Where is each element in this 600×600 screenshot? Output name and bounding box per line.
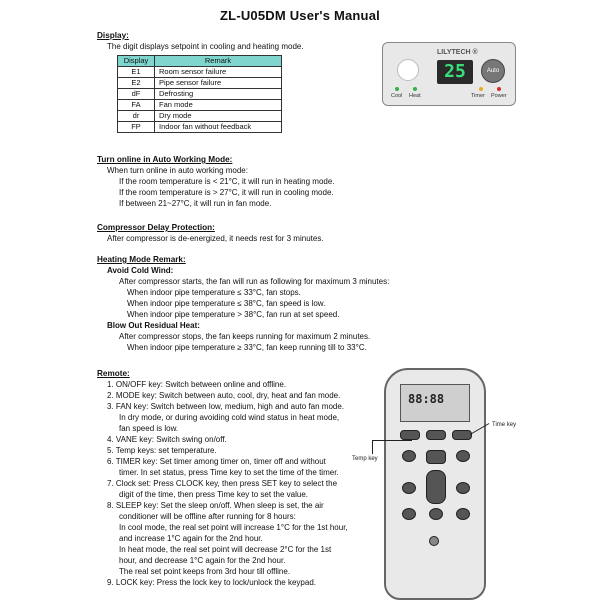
table-cell: dr [118, 111, 155, 122]
temp-down-key-icon [456, 508, 470, 520]
vane-key-icon [402, 450, 416, 462]
temp-key-callout: Temp key [352, 456, 378, 462]
remote-item: fan speed is low. [119, 424, 179, 433]
table-cell: Dry mode [155, 111, 282, 122]
auto-mode-heading: Turn online in Auto Working Mode: [97, 155, 233, 164]
clock-key-icon [402, 482, 416, 494]
timer-key-icon [456, 450, 470, 462]
compressor-line: After compressor is de-energized, it needs rest for 3 minutes. [107, 234, 324, 243]
heating-heading: Heating Mode Remark: [97, 255, 186, 264]
controller-display-panel [382, 42, 516, 106]
auto-mode-line: If the room temperature is < 21°C, it will run in heating mode. [119, 177, 335, 186]
remote-item: 6. TIMER key: Set timer among timer on, timer off and without [107, 457, 326, 466]
heat-indicator-icon [413, 87, 417, 91]
table-cell: Pipe sensor failure [155, 78, 282, 89]
display-intro: The digit displays setpoint in cooling and heating mode. [107, 42, 304, 51]
sensor-window-icon [397, 59, 419, 81]
table-cell: FA [118, 100, 155, 111]
remote-item: In dry mode, or during avoiding cold wind status in heat mode, [119, 413, 340, 422]
remote-item: In cool mode, the real set point will increase 1°C for the 1st hour, [119, 523, 348, 532]
timer-indicator-icon [479, 87, 483, 91]
remote-item: 3. FAN key: Switch between low, medium, high and auto fan mode. [107, 402, 345, 411]
power-label: Power [491, 93, 507, 99]
fan-key-icon [452, 430, 472, 440]
temp-callout-line [372, 440, 373, 454]
auto-mode-line: If between 21~27°C, it will run in fan mode. [119, 199, 272, 208]
remote-item: timer. In set status, press Time key to set the time of the timer. [119, 468, 339, 477]
compressor-heading: Compressor Delay Protection: [97, 223, 215, 232]
time-key-icon [426, 470, 446, 504]
remote-item: conditioner will be offline after running for 8 hours: [119, 512, 296, 521]
table-row [118, 67, 282, 78]
table-row [118, 100, 282, 111]
compressor-section [97, 222, 324, 244]
remote-item: 5. Temp keys: set temperature. [107, 446, 217, 455]
error-code-table [117, 55, 282, 133]
heat-label: Heat [409, 93, 421, 99]
sleep-key-icon [402, 508, 416, 520]
table-cell: E2 [118, 78, 155, 89]
remote-item: 1. ON/OFF key: Switch between online and offline. [107, 380, 287, 389]
temp-up-key-icon [426, 450, 446, 464]
heating-section [97, 254, 389, 353]
brand-logo-icon [429, 536, 439, 546]
on-off-key-icon [400, 430, 420, 440]
timer-label: Timer [471, 93, 485, 99]
remote-item: 7. Clock set: Press CLOCK key, then press SET key to select the [107, 479, 338, 488]
page-title: ZL-U05DM User's Manual [220, 8, 380, 23]
heating-line: After compressor starts, the fan will run as following for maximum 3 minutes: [119, 277, 390, 286]
auto-mode-line: When turn online in auto working mode: [107, 166, 248, 175]
heating-line: When indoor pipe temperature ≤ 38°C, fan speed is low. [127, 299, 326, 308]
remote-item: digit of the time, then press Time key to set the value. [119, 490, 308, 499]
temp-callout-line [372, 440, 412, 441]
heating-line: When indoor pipe temperature ≥ 33°C, fan keep running till to 33°C. [127, 343, 367, 352]
table-cell: Indoor fan without feedback [155, 122, 282, 133]
setpoint-display: 25 [437, 60, 473, 84]
table-row [118, 78, 282, 89]
table-cell: Fan mode [155, 100, 282, 111]
time-key-callout: Time key [492, 422, 517, 428]
auto-button: Auto [481, 59, 505, 83]
power-indicator-icon [497, 87, 501, 91]
table-cell: E1 [118, 67, 155, 78]
heating-line: When indoor pipe temperature ≤ 33°C, fan stops. [127, 288, 301, 297]
mode-key-icon [426, 430, 446, 440]
display-heading: Display: [97, 31, 129, 40]
table-row [118, 89, 282, 100]
table-cell: FP [118, 122, 155, 133]
display-section [97, 30, 304, 52]
remote-item: 2. MODE key: Switch between auto, cool, dry, heat and fan mode. [107, 391, 341, 400]
table-cell: dF [118, 89, 155, 100]
auto-mode-section [97, 154, 335, 209]
remote-control-illustration [384, 368, 486, 600]
remote-item: 9. LOCK key: Press the lock key to lock/unlock the keypad. [107, 578, 316, 587]
remote-item: and increase 1°C again for the 2nd hour. [119, 534, 263, 543]
set-key-icon [456, 482, 470, 494]
heating-line: After compressor stops, the fan keeps running for maximum 2 minutes. [119, 332, 371, 341]
table-header-row [118, 56, 282, 67]
avoid-cold-wind-title: Avoid Cold Wind: [107, 266, 174, 275]
remote-section [97, 368, 352, 588]
lock-key-icon [429, 508, 443, 520]
blow-out-heat-title: Blow Out Residual Heat: [107, 321, 200, 330]
table-header: Display [118, 56, 155, 67]
heating-line: When indoor pipe temperature > 38°C, fan run at set speed. [127, 310, 340, 319]
table-row [118, 111, 282, 122]
table-cell: Room sensor failure [155, 67, 282, 78]
cool-indicator-icon [395, 87, 399, 91]
remote-item: 4. VANE key: Switch swing on/off. [107, 435, 227, 444]
auto-mode-line: If the room temperature is > 27°C, it will run in cooling mode. [119, 188, 334, 197]
remote-item: The real set point keeps from 3rd hour till offline. [119, 567, 291, 576]
cool-label: Cool [391, 93, 403, 99]
remote-lcd-digits: 88:88 [408, 392, 445, 406]
remote-item: In heat mode, the real set point will decrease 2°C for the 1st [119, 545, 332, 554]
remote-item: hour, and decrease 1°C again for the 2nd hour. [119, 556, 286, 565]
table-cell: Defrosting [155, 89, 282, 100]
table-header: Remark [155, 56, 282, 67]
remote-item: 8. SLEEP key: Set the sleep on/off. When sleep is set, the air [107, 501, 324, 510]
table-row [118, 122, 282, 133]
brand-label: LILYTECH ® [437, 49, 478, 56]
remote-heading: Remote: [97, 369, 130, 378]
